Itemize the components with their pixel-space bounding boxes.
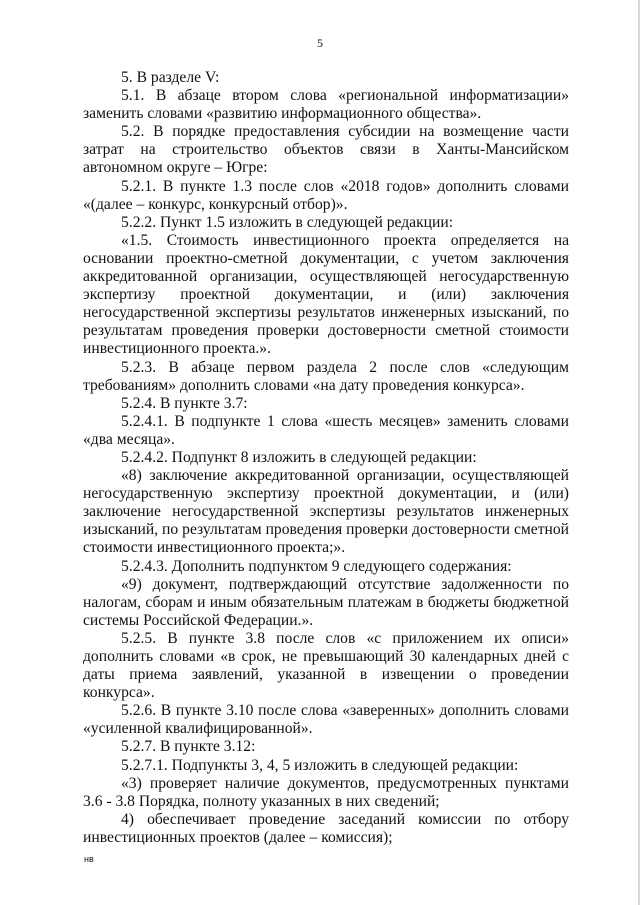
paragraph: 5.2.4. В пункте 3.7: xyxy=(121,394,248,412)
paragraph: 5. В разделе V: xyxy=(121,69,220,86)
page-number: 5 xyxy=(317,36,323,50)
paragraph: «8) заключение аккредитованной организации, осуществляющей негосударственную экспертизу проектной документации, и (или) заключение негосударственной экспертизы результатов инженерных изысканий, по результатам проведения проверки достоверности сметной стоимости инвестиционного проекта;». xyxy=(83,467,569,557)
footer-mark: нв xyxy=(84,854,94,864)
paragraph: 5.1. В абзаце втором слова «региональной информатизации» заменить словами «развитию информационного общества». xyxy=(83,87,569,123)
paragraph: 5.2.4.2. Подпункт 8 изложить в следующей редакции: xyxy=(121,448,477,466)
paragraph: «9) документ, подтверждающий отсутствие задолженности по налогам, сборам и иным обязательным платежам в бюджеты бюджетной системы Российской Федерации.». xyxy=(83,575,569,629)
paragraph: «1.5. Стоимость инвестиционного проекта определяется на основании проектно-сметной документации, с учетом заключения аккредитованной организации, осуществляющей негосударственную экспертизу проектной документации, и (или) заключения негосударственной экспертизы результатов инженерных изысканий, по результатам проведения проверки достоверности сметной стоимости инвестиционного проекта.». xyxy=(83,231,569,358)
paragraph: 5.2.2. Пункт 1.5 изложить в следующей редакции: xyxy=(121,213,454,231)
paragraph: 5.2.4.1. В подпункте 1 слова «шесть месяцев» заменить словами «два месяца». xyxy=(83,412,569,448)
paragraph: 5.2. В порядке предоставления субсидии на возмещение части затрат на строительство объектов связи в Ханты-Мансийском автономном округе – Югре: xyxy=(83,123,569,177)
paragraph: 5.2.5. В пункте 3.8 после слов «с приложением их описи» дополнить словами «в срок, не превышающий 30 календарных дней с даты приема заявлений, указанной в извещении о проведении конкурса». xyxy=(83,629,569,702)
paragraph: «3) проверяет наличие документов, предусмотренных пунктами 3.6 - 3.8 Порядка, полноту указанных в них сведений; xyxy=(83,774,569,810)
paragraph: 5.2.7.1. Подпункты 3, 4, 5 изложить в следующей редакции: xyxy=(121,756,519,774)
paragraph: 4) обеспечивает проведение заседаний комиссии по отбору инвестиционных проектов (далее – комиссия); xyxy=(83,810,569,846)
paragraph: 5.2.1. В пункте 1.3 после слов «2018 годов» дополнить словами «(далее – конкурс, конкурсный отбор)». xyxy=(83,177,569,213)
document-body xyxy=(83,69,569,847)
paragraph: 5.2.4.3. Дополнить подпунктом 9 следующего содержания: xyxy=(121,557,512,575)
paragraph: 5.2.7. В пункте 3.12: xyxy=(121,738,256,756)
paragraph: 5.2.3. В абзаце первом раздела 2 после слов «следующим требованиям» дополнить словами «на дату проведения конкурса». xyxy=(83,358,569,394)
paragraph: 5.2.6. В пункте 3.10 после слова «заверенных» дополнить словами «усиленной квалифицированной». xyxy=(83,702,569,738)
